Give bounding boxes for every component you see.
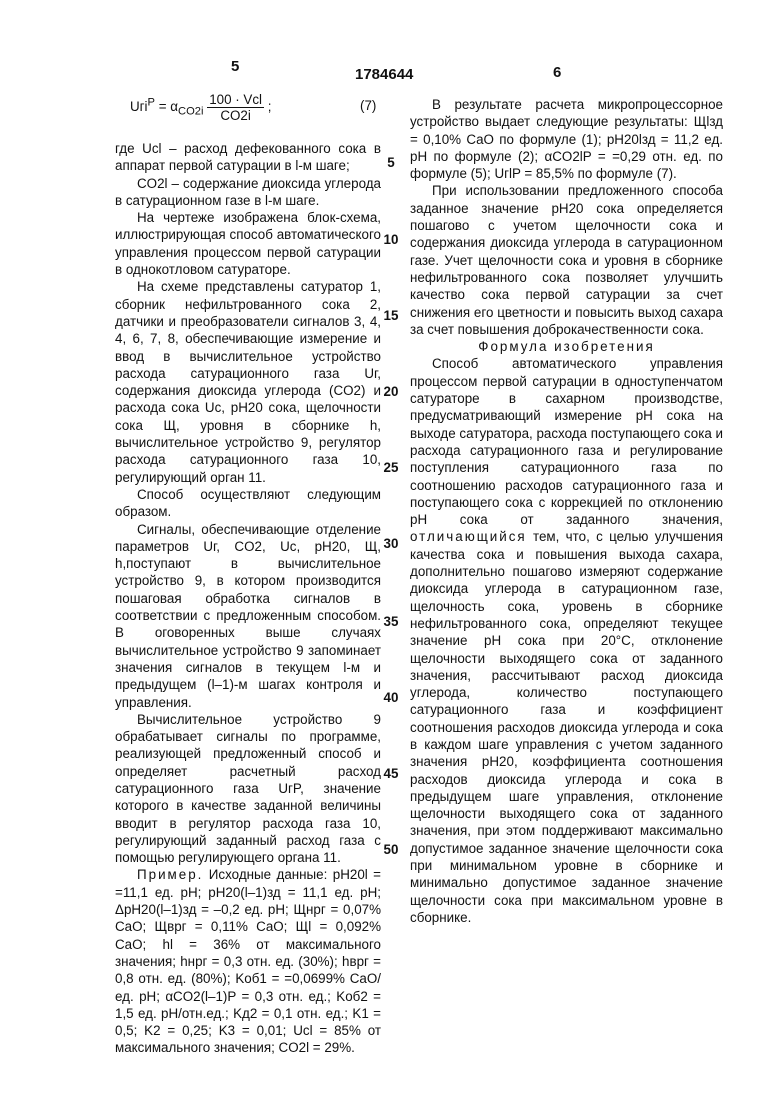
claim-part-1: Способ автоматического управления процессом первой сатурации в одноступенчатом сатураторе в сахарном производстве, предусматривающий измерение pH сока на выходе сатуратора, расхода поступающего сока и расхода сатурационного газа и регулирование поступления сатурационного газа по соотношению расходов сатурационного газа и поступающего сока с коррекцией по отклонению pH сока от заданного значения, [410,356,724,528]
right-paragraph-2: При использовании предложенного способа заданное значение pH20 сока определяется пошагово с учетом щелочности сока и содержания диоксида углерода в сатурационном газе. Учет щелочности сока и уровня в сборнике нефильтрованного сока позволяет улучшить качество сока первой сатурации за счет снижения его цветности и повысить выход сахара за счет повышения доброкачественности сока. [410,183,723,337]
left-paragraph-8 [115,866,381,1056]
formula-eq: = [158,99,167,115]
right-paragraph-1: В результате расчета микропроцессорное устройство выдает следующие результаты: Щlзд = 0,10% CaO по формуле (1); pH20lзд = 11,2 ед. pH по формуле (2); αCO2lP = =0,29 отн. ед. по формуле (5); UгlP = 85,5% по формуле (7). [410,97,723,182]
claim-part-2: тем, что, с целью улучшения качества сока и повышения выхода сахара, дополнительно пошагово измеряют содержание диоксида углерода в сатурационном газе, щелочность сока, уровень в сборнике нефильтрованного сока, определяют текущее значение pH сока при 20°C, отклонение щелочности выходящего сока от заданного значения, рассчитывают расход диоксида углерода, количество поступающего сатурационного газа и коэффициент соотношения расходов диоксида углерода и сока в каждом шаге управления с учетом заданного значения pH20, коэффициента соотношения расходов диоксида углерода и сока в предыдущем шаге управления, отклонение щелочности выходящего сока от заданного значения, при этом поддерживают максимально допустимое заданное значение щелочности сока при минимальном уровне в сборнике и минимально допустимое заданное значение щелочности сока при максимальном уровне в сборнике. [410,529,723,925]
left-paragraph-7: Вычислительное устройство 9 обрабатывает сигналы по программе, реализующей предложенный способ и определяет расчетный расход сатурационного газа UгP, значение которого в качестве заданной величины вводит в регулятор расхода газа 10, регулирующий заданный расход газа с помощью регулирующего органа 11. [115,711,381,866]
formula-number: (7) [360,98,377,113]
line-number: 25 [383,460,399,475]
left-paragraph-2: CO2l – содержание диоксида углерода в сатурационном газе в l-м шаге. [115,175,381,208]
left-paragraph-4: На схеме представлены сатуратор 1, сборник нефильтрованного сока 2, датчики и преобразователи сигналов 3, 4, 4, 6, 7, 8, обеспечивающие измерение и ввод в вычислительное устройство расхода сатурационного газа Uг, содержания диоксида углерода (CO2) и расхода сока Uс, pH20 сока, щелочности сока Щ, уровня в сборнике h, вычислительное устройство 9, регулятор расхода сатурационного газа 10, регулирующий орган 11. [115,279,381,485]
formula-7 [130,92,377,123]
line-number: 30 [383,536,399,551]
line-number: 10 [383,232,399,247]
left-column [115,140,381,1057]
line-number: 5 [387,155,395,170]
example-text: Исходные данные: pH20l = =11,1 ед. pH; pH20(l–1)зд = 11,1 ед. pH; ΔpH20(l–1)зд = –0,2 ед. pH; Щнрг = 0,07% CaO; Щврг = 0,11% CaO; Щl = 0,092% CaO; hl = 36% от максимального значения; hнрг = 0,3 отн. ед. (30%); hврг = 0,8 отн. ед. (80%); Kоб1 = =0,0699% CaO/ед. pH; αCO2(l–1)P = 0,3 отн. ед.; Kоб2 = 1,5 ед. pH/отн.ед.; Kд2 = 0,1 отн. ед.; K1 = 0,5; K2 = 0,25; K3 = 0,01; Uсl = 85% от максимального значения; CO2l = 29%. [115,867,381,1056]
left-paragraph-1: где Uсl – расход дефекованного сока в аппарат первой сатурации в l-м шаге; [115,141,381,174]
line-number: 20 [383,384,399,399]
patent-number: 1784644 [355,66,414,83]
right-column [410,96,723,926]
example-label: Пример. [137,867,204,883]
formula-numerator: 100 · Vсl [209,92,263,107]
claims-heading: Формула изобретения [478,339,655,355]
claim-paragraph [410,355,723,926]
formula-fraction [207,92,264,123]
line-number: 45 [383,766,399,781]
formula-tail: ; [267,99,272,115]
left-paragraph-6: Сигналы, обеспечивающие отделение параметров Uг, CO2, Uс, pH20, Щ, h,поступают в вычислительное устройство 9, в котором производится пошаговая обработка сигналов в соответствии с предложенным способом. В оговоренных выше случаях вычислительное устройство 9 запоминает значения сигналов в текущем l-м и предыдущем (l–1)-м шагах контроля и управления. [115,521,381,710]
line-number: 50 [383,842,399,857]
left-paragraph-5: Способ осуществляют следующим образом. [115,486,381,520]
formula-coef: α [170,99,179,115]
page-number-right: 6 [553,64,562,81]
line-number: 40 [383,690,399,705]
left-paragraph-3: На чертеже изображена блок-схема, иллюстрирующая способ автоматического управления процессом первой сатурации в однокотловом сатураторе. [115,210,381,278]
page-number-left: 5 [231,58,240,75]
formula-lhs: Uгi [130,99,148,115]
formula-lhs-sup: P [147,96,155,109]
line-number: 15 [383,308,399,323]
line-number: 35 [383,614,399,629]
claim-distinguishing: отличающийся [410,529,527,545]
formula-coef-sub: CO2i [178,105,204,118]
formula-denominator: CO2i [220,108,251,123]
